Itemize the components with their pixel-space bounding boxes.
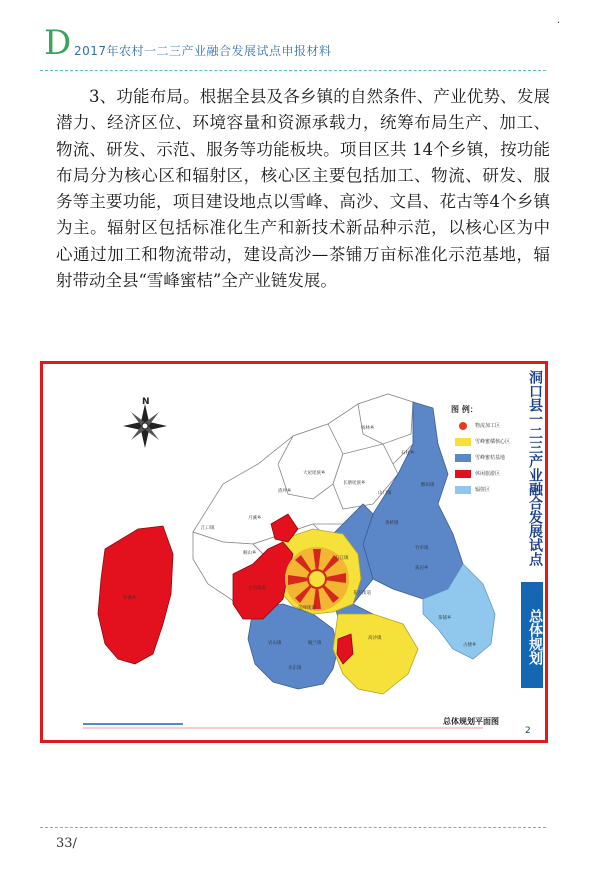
place-label: 文昌街道 (248, 586, 266, 591)
place-label: 长塘瑶族乡 (343, 481, 366, 486)
legend-item (451, 419, 515, 435)
place-label: 石江镇 (335, 556, 349, 561)
map-legend (451, 404, 515, 499)
place-label: 醪田镇 (421, 483, 435, 488)
planning-map (40, 361, 548, 743)
legend-label: 雪峰蜜桔基地 (475, 455, 506, 461)
legend-label: 雪峰蜜橘核心区 (475, 439, 511, 445)
page-number: 33/ (56, 836, 77, 851)
place-label: 茶铺乡 (438, 616, 452, 621)
legend-label: 物流加工区 (475, 423, 501, 429)
map-caption: 总体规划平面图 (443, 717, 499, 726)
header-title: 2017年农村一二三产业融合发展试点申报材料 (74, 44, 332, 58)
place-label: 竹市镇 (415, 546, 429, 551)
place-label: 高沙镇 (368, 636, 382, 641)
place-label: 花古街道 (353, 591, 371, 596)
place-label: 毓兰镇 (308, 641, 322, 646)
legend-swatch (455, 454, 471, 462)
compass-icon (123, 404, 167, 448)
place-label: 荻岩乡 (415, 566, 429, 571)
legend-item (451, 467, 515, 483)
side-title: 洞口县一二三产业融合发展试点 (527, 370, 543, 566)
legend-swatch (455, 438, 471, 446)
place-label: 月溪乡 (248, 516, 262, 521)
place-label: 水东镇 (288, 666, 302, 671)
legend-item (451, 435, 515, 451)
place-label: 古楼乡 (463, 643, 477, 648)
place-label: 山门镇 (378, 491, 392, 496)
place-label: 黄桥镇 (385, 521, 399, 526)
legend-title: 图 例： (451, 405, 478, 414)
place-label: 雪峰街道 (298, 606, 316, 611)
legend-swatch (459, 422, 467, 430)
place-label: 大屋瑶族乡 (303, 471, 326, 476)
corner-mark: · (556, 18, 560, 29)
place-label: 石柱乡 (401, 451, 415, 456)
legend-swatch (455, 470, 471, 478)
legend-item (451, 451, 515, 467)
legend-swatch (455, 486, 471, 494)
footer-divider (40, 827, 546, 828)
legend-label: 休闲旅游区 (475, 471, 501, 477)
legend-label: 辐射区 (475, 487, 491, 493)
north-label: N (142, 397, 150, 407)
header-divider (40, 70, 546, 71)
place-label: 桐山乡 (243, 551, 257, 556)
page-header (40, 18, 560, 66)
place-label: 杨林乡 (361, 426, 375, 431)
header-logo-letter: D (44, 23, 72, 63)
legend-item (451, 483, 515, 499)
body-paragraph: 3、功能布局。根据全县及各乡镇的自然条件、产业优势、发展潜力、经济区位、环境容量和资源承载力，统筹布局生产、加工、物流、研发、示范、服务等功能板块。项目区共 14个乡镇，按功能布局分为核心区和辐射区，核心区主要包括加工、物流、研发、服务等主要功能，项目建设地点以雪峰、高沙、文昌、花古等4个乡镇为主。辐射区包括标准化生产和新技术新品种示范，以核心区为中心通过加工和物流带动，建设高沙—茶铺万亩标准化示范基地，辐射带动全县“雪峰蜜桔”全产业链发展。 (56, 87, 550, 291)
place-label: 罗溪乡 (123, 596, 137, 601)
place-label: 江口镇 (201, 526, 215, 531)
place-label: 渣坪乡 (278, 489, 292, 494)
place-label: 岩山镇 (268, 641, 282, 646)
map-page-number: 2 (525, 726, 531, 736)
body-text (56, 84, 550, 294)
map-side-panel (521, 370, 543, 734)
side-subtitle: 总体规划 (521, 582, 543, 688)
